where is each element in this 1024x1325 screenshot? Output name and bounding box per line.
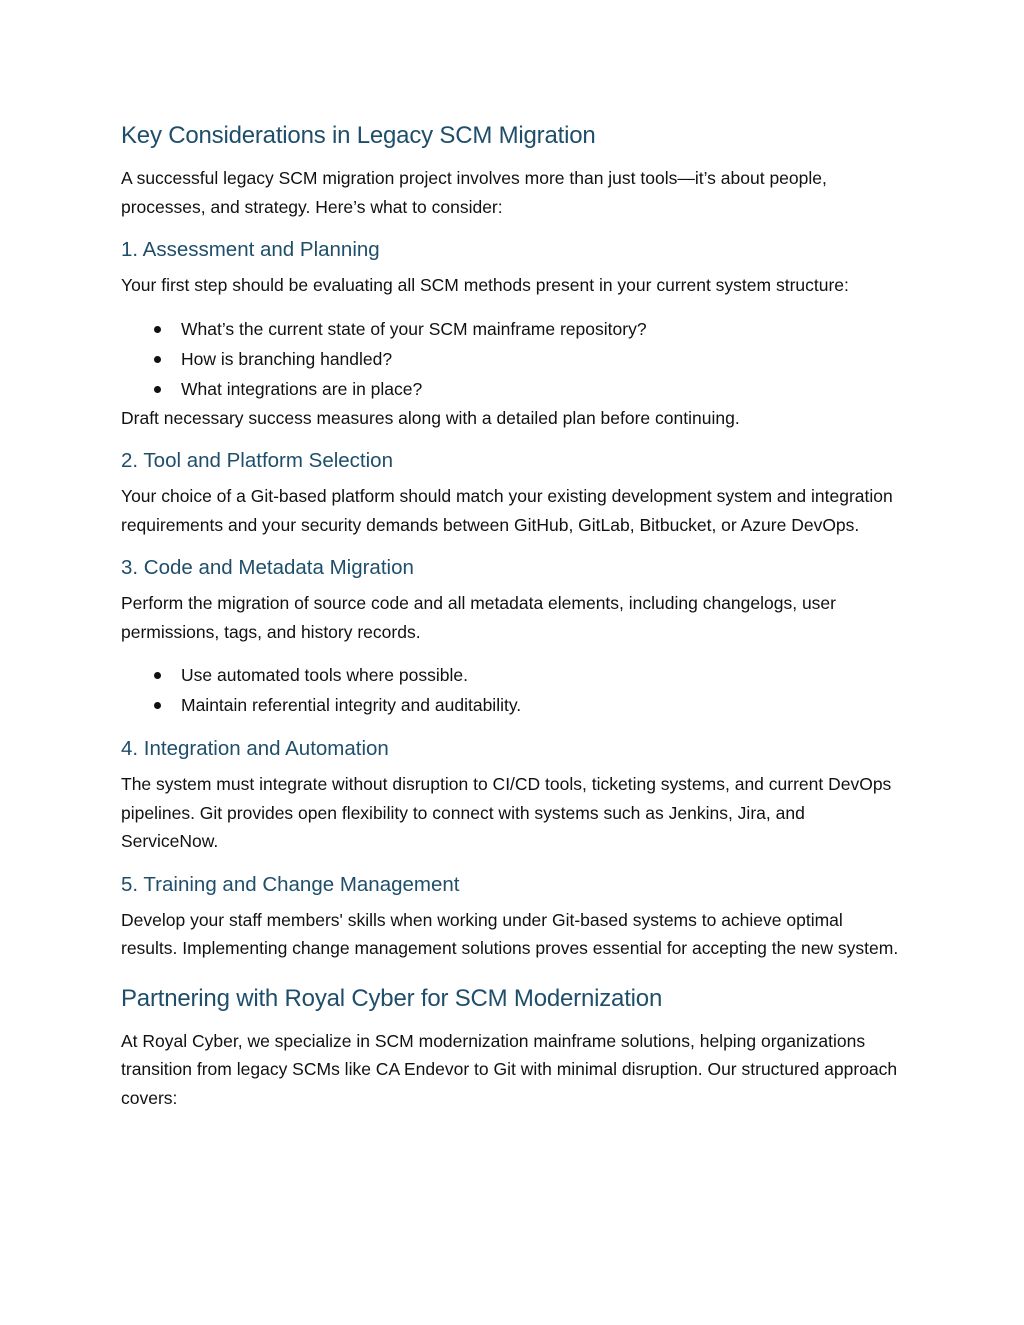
section-heading-assessment: 1. Assessment and Planning	[121, 238, 380, 261]
list-item	[121, 660, 901, 690]
list-item	[121, 690, 901, 720]
list-item-text: Use automated tools where possible.	[181, 665, 468, 685]
bullet-icon	[154, 386, 161, 393]
list-item	[121, 344, 901, 374]
assessment-after-paragraph: Draft necessary success measures along with a detailed plan before continuing.	[121, 407, 740, 428]
section-heading-integration: 4. Integration and Automation	[121, 737, 389, 760]
section-heading-training: 5. Training and Change Management	[121, 872, 460, 896]
bullet-icon	[154, 702, 161, 709]
section-heading-code-migration: 3. Code and Metadata Migration	[121, 556, 414, 579]
assessment-bullet-list	[121, 314, 901, 404]
list-item-text: Maintain referential integrity and auditability.	[181, 695, 522, 715]
main-heading: Key Considerations in Legacy SCM Migration	[121, 122, 596, 149]
integration-paragraph: The system must integrate without disruption to CI/CD tools, ticketing systems, and current DevOps pipelines. Git provides open flexibility to connect with systems such as Jenkins, Jira, and ServiceNow.	[121, 774, 892, 851]
partner-heading: Partnering with Royal Cyber for SCM Modernization	[121, 984, 663, 1012]
training-paragraph: Develop your staff members' skills when working under Git-based systems to achieve optimal results. Implementing change management solutions proves essential for accepting the new system.	[121, 909, 899, 958]
list-item-text: What integrations are in place?	[181, 378, 423, 399]
list-item-text: How is branching handled?	[181, 348, 393, 369]
bullet-icon	[154, 326, 161, 333]
list-item-text: What’s the current state of your SCM mainframe repository?	[181, 318, 647, 339]
code-migration-bullet-list	[121, 660, 901, 720]
list-item	[121, 374, 901, 404]
intro-paragraph: A successful legacy SCM migration project involves more than just tools—it’s about people, processes, and strategy. Here’s what to consider:	[121, 168, 827, 217]
bullet-icon	[154, 356, 161, 363]
assessment-paragraph: Your first step should be evaluating all SCM methods present in your current system structure:	[121, 275, 849, 295]
code-migration-paragraph: Perform the migration of source code and all metadata elements, including changelogs, user permissions, tags, and history records.	[121, 593, 836, 642]
partner-paragraph: At Royal Cyber, we specialize in SCM modernization mainframe solutions, helping organizations transition from legacy SCMs like CA Endevor to Git with minimal disruption. Our structured approach covers:	[121, 1030, 898, 1108]
tool-selection-paragraph: Your choice of a Git-based platform should match your existing development system and integration requirements and your security demands between GitHub, GitLab, Bitbucket, or Azure DevOps.	[121, 486, 893, 535]
section-heading-tool-selection: 2. Tool and Platform Selection	[121, 449, 393, 472]
list-item	[121, 314, 901, 344]
document-page	[121, 118, 901, 1112]
bullet-icon	[154, 672, 161, 679]
